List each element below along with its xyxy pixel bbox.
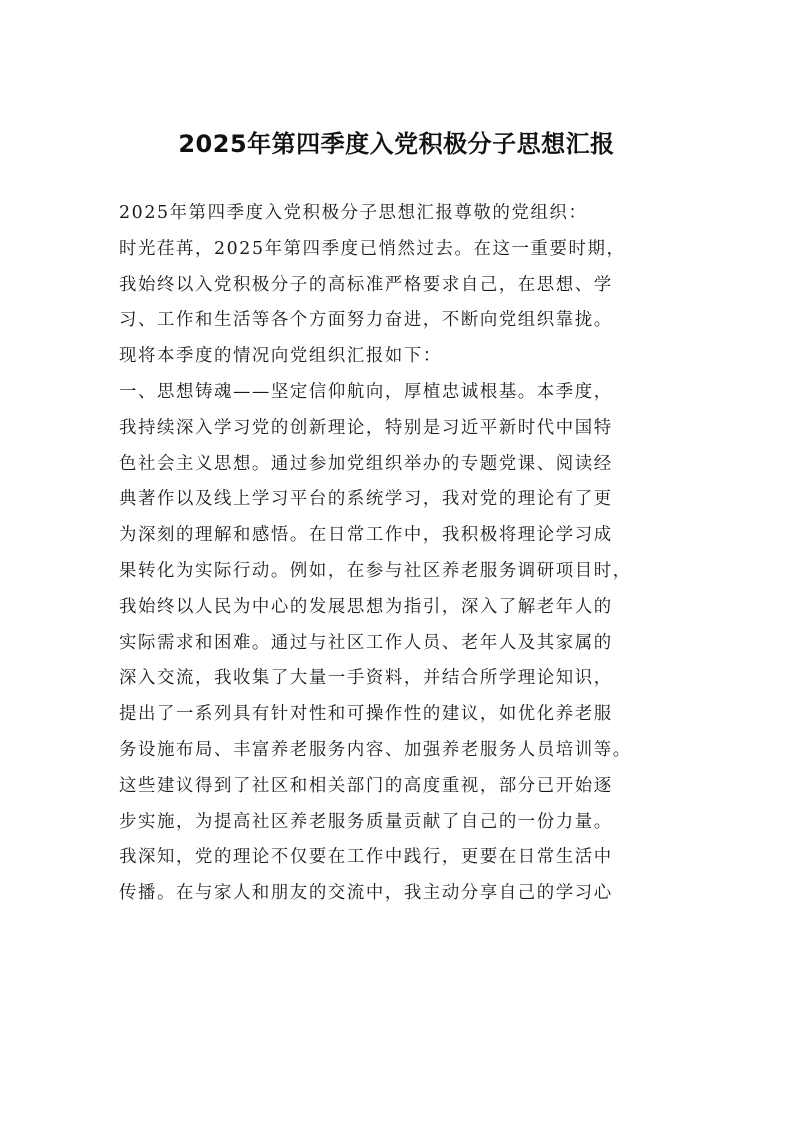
body-line: 务设施布局、丰富养老服务内容、加强养老服务人员培训等。 — [119, 739, 632, 760]
body-line: 这些建议得到了社区和相关部门的高度重视，部分已开始逐 — [119, 775, 613, 796]
body-line: 时光荏苒，2025年第四季度已悄然过去。在这一重要时期， — [119, 238, 626, 259]
document-body — [119, 196, 679, 912]
body-line: 2025年第四季度入党积极分子思想汇报尊敬的党组织： — [119, 203, 588, 223]
body-line: 我深知，党的理论不仅要在工作中践行，更要在日常生活中 — [119, 847, 613, 868]
body-line: 习、工作和生活等各个方面努力奋进，不断向党组织靠拢。 — [119, 310, 613, 331]
body-line: 我持续深入学习党的创新理论，特别是习近平新时代中国特 — [119, 417, 613, 438]
body-line: 我始终以入党积极分子的高标准严格要求自己，在思想、学 — [119, 274, 613, 295]
body-line: 提出了一系列具有针对性和可操作性的建议，如优化养老服 — [119, 704, 613, 725]
body-line: 传播。在与家人和朋友的交流中，我主动分享自己的学习心 — [119, 883, 613, 904]
body-line: 深入交流，我收集了大量一手资料，并结合所学理论知识， — [119, 668, 613, 689]
body-line: 典著作以及线上学习平台的系统学习，我对党的理论有了更 — [119, 489, 613, 510]
body-line: 实际需求和困难。通过与社区工作人员、老年人及其家属的 — [119, 632, 613, 653]
body-line: 现将本季度的情况向党组织汇报如下： — [119, 346, 442, 367]
body-line: 色社会主义思想。通过参加党组织举办的专题党课、阅读经 — [119, 453, 613, 474]
body-line: 果转化为实际行动。例如，在参与社区养老服务调研项目时， — [119, 560, 632, 581]
document-title: 2025年第四季度入党积极分子思想汇报 — [178, 130, 615, 158]
body-line: 为深刻的理解和感悟。在日常工作中，我积极将理论学习成 — [119, 525, 613, 546]
body-line: 一、思想铸魂——坚定信仰航向，厚植忠诚根基。本季度， — [119, 381, 613, 402]
body-line: 我始终以人民为中心的发展思想为指引，深入了解老年人的 — [119, 596, 613, 617]
body-line: 步实施，为提高社区养老服务质量贡献了自己的一份力量。 — [119, 811, 613, 832]
